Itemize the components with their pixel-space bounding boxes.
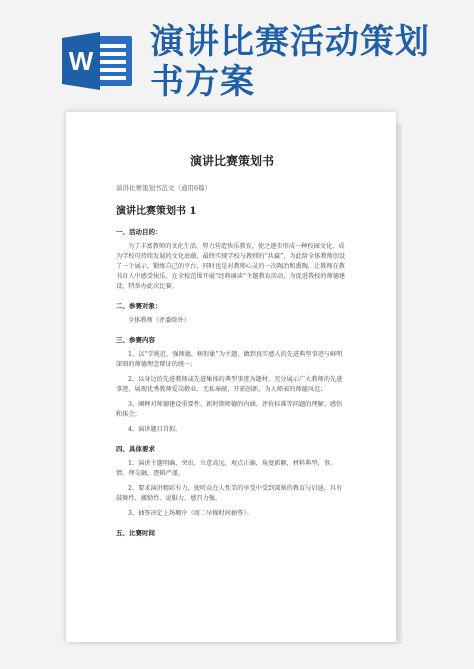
document-subline: 演讲比赛策划书范文（通用6篇）	[116, 184, 212, 192]
paragraph: 3、阐释对师德建设重要性、新时期师德的内涵、评价标准等问题的理解、感悟和体会；	[116, 401, 343, 418]
section-heading: 一、活动目的：	[116, 228, 162, 236]
document-page	[66, 112, 396, 642]
paragraph: 1、演讲主题明确，突出，立意高远，观点正确，角度新颖，材料典型，事、情、理交融，逻辑严谨。	[116, 460, 337, 477]
document-title: 演讲比赛策划书	[189, 154, 274, 168]
paragraph: 为了丰富教师的文化生活，努力营造快乐教育，使之逐步形成一种校园文化，成为学校可持续发展的文化底蕴，最终实现学校与教师的“共赢”，为此给全体教师创设了一个展示、锻炼自己的平台，同时也是对教师心灵的一次陶冶和熏陶，让教师在教书育人中感受快乐、在全校范围开展“经典诵读”主题教育活动，为促进我校的师德建设，特举办此次比赛。	[116, 243, 346, 290]
section-title: 演讲比赛策划书 1	[116, 206, 197, 217]
document-body	[116, 227, 348, 537]
paragraph: 3、抽签决定上场顺序（周二早操时间抽签）。	[128, 510, 253, 517]
section-heading: 四、具体要求	[116, 445, 155, 453]
paragraph: 2、要求演讲精彩有力，使听众在人性美的享受中受到深刻的教育与启迪，具有鼓舞性、激励性、说服力、感召力强。	[116, 485, 343, 502]
word-logo-letter: W	[68, 46, 94, 76]
header-banner	[0, 0, 474, 115]
paragraph: 全体教师（评委除外）	[128, 317, 190, 324]
document-content	[116, 152, 348, 543]
section-heading: 五、比赛时间	[116, 529, 155, 537]
section-heading: 三、参赛内容	[116, 336, 155, 344]
word-document-icon	[60, 30, 136, 92]
section-heading: 二、参赛对象：	[116, 302, 162, 310]
page-title: 演讲比赛活动策划书方案	[150, 22, 430, 102]
paragraph: 2、以身边的先进教师或先进集体的典型事迹为题材，充分展示广大教师的先进事迹，展现优秀教师爱岗敬业、无私奉献、开拓创新，为人师表的师德风范；	[116, 376, 343, 393]
paragraph: 1、以“学规范、强师德、树形象”为主题，做到真实感人的先进典型事迹与鲜明深刻的师德理念辩证的统一；	[116, 351, 343, 368]
paragraph: 4、演讲题目自拟。	[128, 426, 182, 433]
